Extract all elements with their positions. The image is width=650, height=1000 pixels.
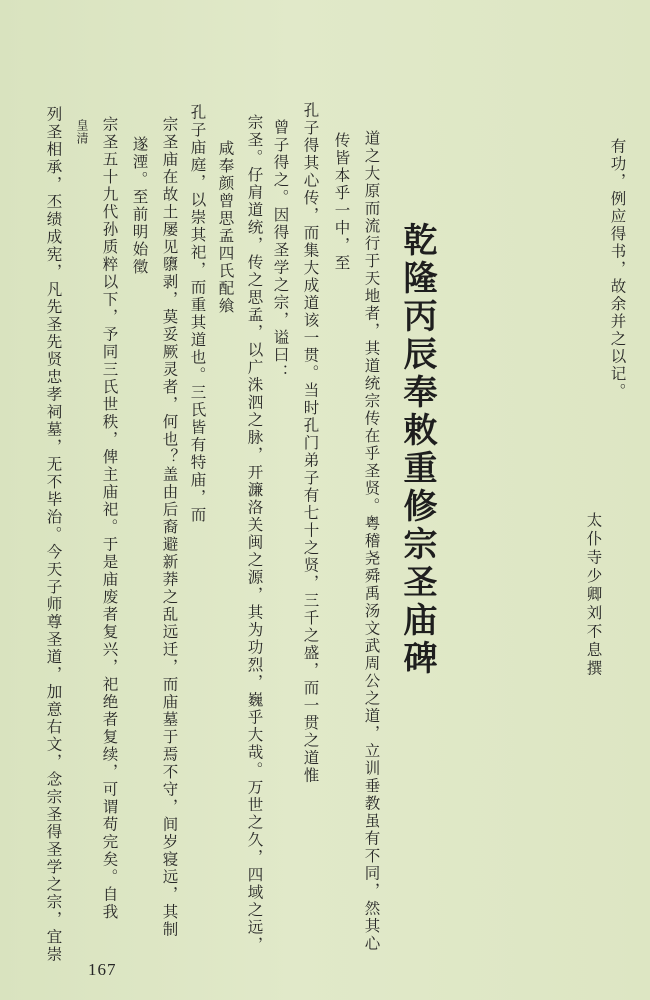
text-column-9: 遂湮。至前明始徵 <box>130 136 149 276</box>
text-column-3: 孔子得其心传，而集大成道该一贯。当时孔门弟子有七十之贤，三千之盛，而一贯之道惟 <box>301 102 320 785</box>
text-column-5: 宗圣。仔肩道统，传之思孟，以广洙泗之脉，开濂洛关闽之源，其为功烈，巍乎大哉。万世之久，四域之远， <box>245 114 264 954</box>
text-column-1: 道之大原而流行于天地者，其道统宗传在乎圣贤。粤稽尧舜禹汤文武周公之道，立训垂教虽有不同，然其心 <box>362 130 381 953</box>
text-column-10: 宗圣五十九代孙质粹以下，予同三氏世秩，俾主庙祀。于是庙废者复兴，祀绝者复续，可谓苟完矣。自我 <box>100 116 119 921</box>
page-number: 167 <box>88 960 117 979</box>
stele-title: 乾隆丙辰奉敕重修宗圣庙碑 <box>397 222 437 678</box>
text-column-2: 传皆本乎一中，至 <box>332 132 351 272</box>
text-column-4: 曾子得之。因得圣学之宗，谥曰： <box>271 119 290 382</box>
text-column-12: 列圣相承，丕绩成宪，凡先圣先贤忠孝祠墓，无不毕治。今天子师尊圣道，加意右文，念宗圣得圣学之宗，宜崇 <box>44 106 63 964</box>
text-column-8: 宗圣庙在故土屡见隳剥，莫妥厥灵者，何也？盖由后裔避新莽之乱远迁，而庙墓于焉不守，间岁寝远，其制 <box>160 116 179 939</box>
text-column-11: 皇清 <box>75 119 89 145</box>
text-column-7: 孔子庙庭，以崇其祀，而重其道也。三氏皆有特庙，而 <box>188 104 207 524</box>
author-byline: 太仆寺少卿刘不息撰 <box>584 512 603 679</box>
previous-section-closing-line: 有功，例应得书，故余并之以记。 <box>608 138 627 401</box>
text-column-6: 咸奉颜曾思孟四氏配飨 <box>216 140 235 315</box>
